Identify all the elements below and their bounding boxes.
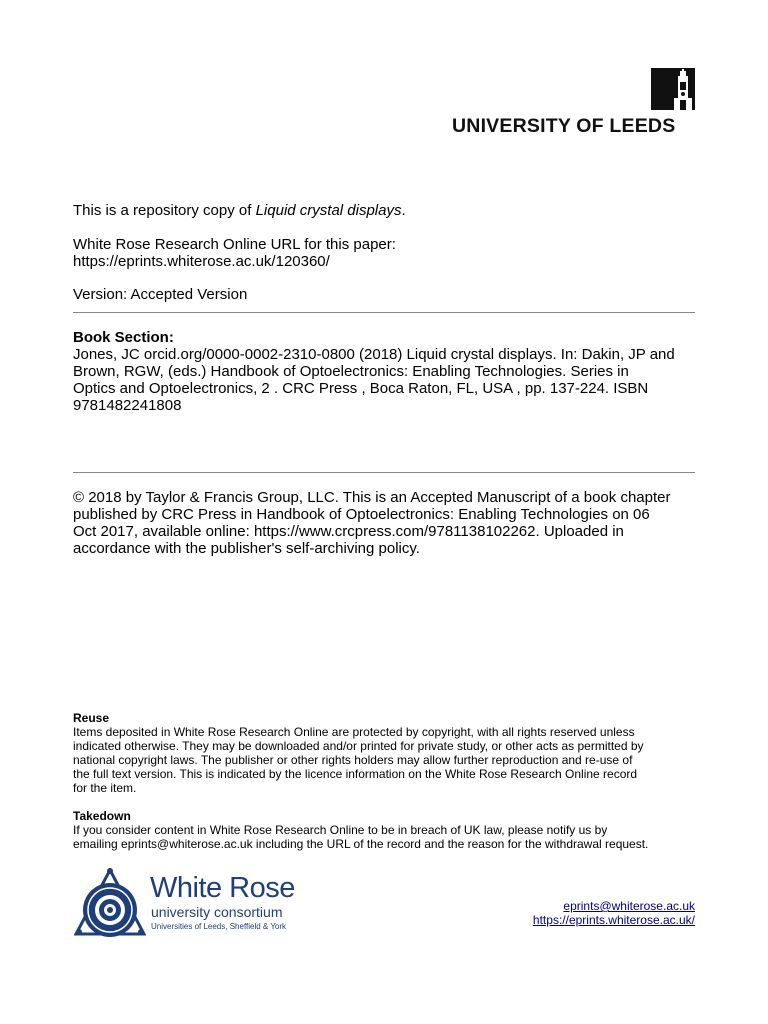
citation-block [73,329,695,414]
citation-heading: Book Section: [73,329,174,346]
copyright-block [73,489,695,557]
site-link[interactable]: https://eprints.whiterose.ac.uk/ [532,913,695,927]
reuse-block [73,711,695,795]
citation-line: Brown, RGW, (eds.) Handbook of Optoelectronics: Enabling Technologies. Series in [73,363,629,380]
reuse-line: the full text version. This is indicated by the licence information on the White Rose Research Online record [73,767,638,781]
takedown-line: If you consider content in White Rose Research Online to be in breach of UK law, please notify us by [73,823,608,837]
leeds-tower-icon [651,68,695,110]
white-rose-tagline: Universities of Leeds, Sheffield & York [151,922,287,931]
reuse-heading: Reuse [73,711,110,725]
copyright-line: published by CRC Press in Handbook of Optoelectronics: Enabling Technologies on 06 [73,506,650,523]
reuse-line: Items deposited in White Rose Research Online are protected by copyright, with all rights reserved unless [73,725,635,739]
url-label: White Rose Research Online URL for this paper: [73,236,396,253]
version-line: Version: Accepted Version [73,286,248,303]
reuse-line: for the item. [73,781,137,795]
takedown-line: emailing eprints@whiterose.ac.uk including the URL of the record and the reason for the withdrawal request. [73,837,649,851]
takedown-block [73,809,695,851]
paper-url[interactable]: https://eprints.whiterose.ac.uk/120360/ [73,253,330,270]
email-link[interactable]: eprints@whiterose.ac.uk [563,899,695,913]
white-rose-subtitle: university consortium [151,904,283,920]
reuse-line: indicated otherwise. They may be downloaded and/or printed for private study, or other acts as permitted by [73,739,644,753]
university-of-leeds-logo [452,68,696,138]
citation-line: 9781482241808 [73,397,182,414]
logo-wordmark: UNIVERSITY OF LEEDS [452,115,676,137]
citation-line: Jones, JC orcid.org/0000-0002-2310-0800 (2018) Liquid crystal displays. In: Dakin, JP and [73,346,675,363]
copyright-line: © 2018 by Taylor & Francis Group, LLC. This is an Accepted Manuscript of a book chapter [73,489,671,506]
footer-links [533,899,695,927]
white-rose-logo [74,868,294,940]
url-block [73,236,695,270]
repository-copy-line: This is a repository copy of Liquid crystal displays. [73,202,406,219]
divider [73,312,695,313]
takedown-heading: Takedown [73,809,131,823]
citation-line: Optics and Optoelectronics, 2 . CRC Press , Boca Raton, FL, USA , pp. 137-224. ISBN [73,380,649,397]
copyright-line: accordance with the publisher's self-archiving policy. [73,540,420,557]
white-rose-emblem-icon [74,868,146,940]
divider [73,472,695,473]
white-rose-title: White Rose [150,872,295,904]
copyright-line: Oct 2017, available online: https://www.crcpress.com/9781138102262. Uploaded in [73,523,624,540]
paper-title: Liquid crystal displays [255,202,402,219]
reuse-line: national copyright laws. The publisher or other rights holders may allow further reproduction and re-use of [73,753,633,767]
